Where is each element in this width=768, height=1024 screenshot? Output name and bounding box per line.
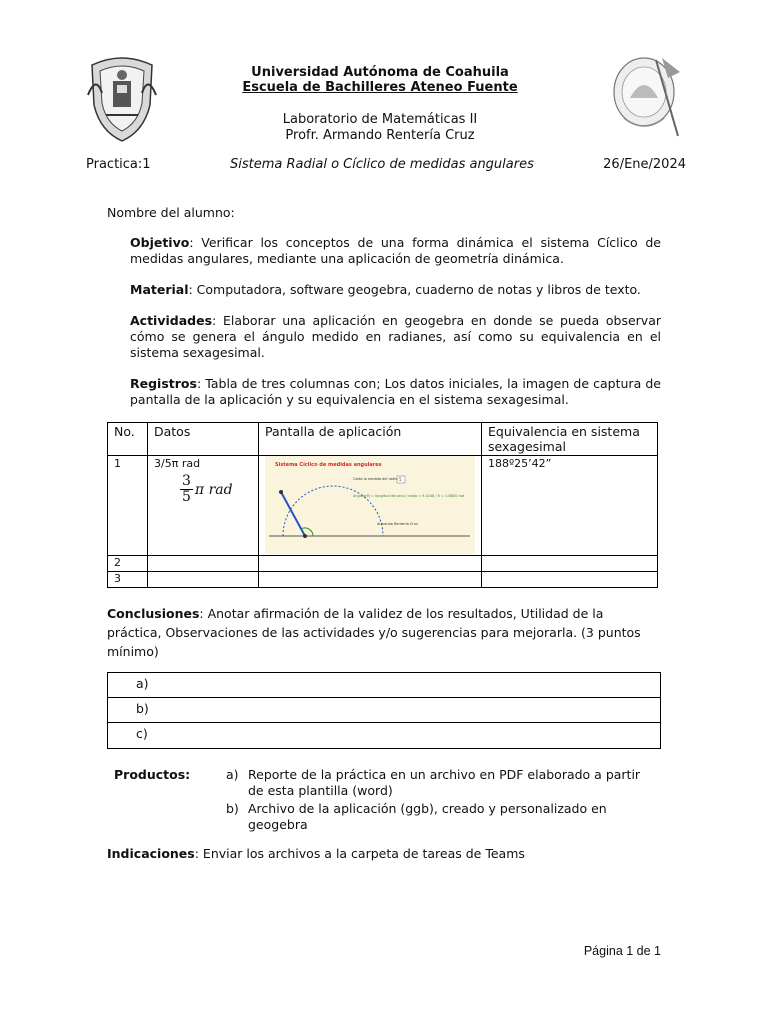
conclusiones-text: : Anotar afirmación de la validez de los resultados, Utilidad de la práctica, Observaciones de las actividades y/o sugerencias para mejorarla. (3 puntos mínimo): [107, 606, 641, 659]
material-paragraph: [130, 282, 661, 298]
objetivo-label: Objetivo: [130, 235, 190, 250]
conclusiones-label: Conclusiones: [107, 606, 200, 621]
registros-paragraph: [130, 376, 661, 408]
university-name: Universidad Autónoma de Coahuila: [251, 65, 509, 80]
list-item: [226, 767, 646, 799]
page-number: Página 1 de 1: [583, 944, 661, 958]
university-crest-logo: [86, 55, 158, 145]
row-no: 2: [108, 556, 148, 572]
actividades-text: : Elaborar una aplicación en geogebra en donde se pueda observar cómo se genera el ángulo medido en radianes, así como su equivalencia en el sistema sexagesimal.: [130, 313, 661, 360]
fraction-denominator: 5: [182, 489, 191, 505]
screenshot-box-value: 5: [399, 477, 402, 482]
material-text: : Computadora, software geogebra, cuaderno de notas y libros de texto.: [188, 282, 641, 297]
product-letter: a): [226, 767, 239, 782]
header-no: No.: [108, 423, 148, 456]
header-datos: Datos: [148, 423, 259, 456]
table-row: [108, 572, 658, 588]
school-seal-logo: [610, 52, 682, 140]
table-header-row: [108, 423, 658, 456]
indicaciones-paragraph: [107, 846, 525, 861]
objetivo-paragraph: [130, 235, 661, 267]
row-datos: [148, 556, 259, 572]
conclusiones-paragraph: [107, 604, 647, 661]
table-row: [108, 556, 658, 572]
datos-text: 3/5π rad: [154, 457, 201, 470]
school-name: Escuela de Bachilleres Ateneo Fuente: [242, 80, 518, 95]
row-equivalencia: 188º25’42”: [482, 456, 658, 556]
row-pantalla: [259, 456, 482, 556]
header-pantalla: Pantalla de aplicación: [259, 423, 482, 456]
conclusiones-box: [107, 672, 661, 749]
screenshot-box-label: Carta la medida del radio: [353, 477, 398, 481]
indicaciones-text: : Enviar los archivos a la carpeta de tareas de Teams: [194, 846, 525, 861]
material-label: Material: [130, 282, 189, 297]
fraction-numerator: 3: [182, 473, 191, 489]
indicaciones-label: Indicaciones: [107, 846, 195, 861]
lab-name: Laboratorio de Matemáticas II: [282, 112, 478, 127]
student-name-label: Nombre del alumno:: [107, 205, 235, 220]
product-text: Reporte de la práctica en un archivo en PDF elaborado a partir de esta plantilla (word): [248, 767, 641, 798]
row-pantalla: [259, 572, 482, 588]
productos-label: Productos:: [114, 767, 191, 782]
row-pantalla: [259, 556, 482, 572]
row-equivalencia: [482, 556, 658, 572]
conclusion-item-c[interactable]: c): [136, 726, 148, 741]
records-table: [107, 422, 658, 588]
practice-title: Sistema Radial o Cíclico de medidas angulares: [230, 157, 534, 172]
product-text: Archivo de la aplicación (ggb), creado y personalizado en geogebra: [248, 801, 607, 832]
teacher-name: Profr. Armando Rentería Cruz: [285, 128, 475, 143]
conclusion-item-b[interactable]: b): [108, 698, 660, 723]
conclusion-item-a[interactable]: a): [108, 673, 660, 698]
row-no: 3: [108, 572, 148, 588]
table-row: [108, 456, 658, 556]
productos-list: [226, 767, 646, 835]
header-equivalencia: Equivalencia en sistema sexagesimal: [482, 423, 658, 456]
practice-number: Practica:1: [86, 157, 151, 172]
app-screenshot: [265, 456, 475, 554]
product-letter: b): [226, 801, 239, 816]
registros-label: Registros: [130, 376, 197, 391]
row-equivalencia: [482, 572, 658, 588]
fraction-tail: π rad: [194, 481, 233, 498]
registros-text: : Tabla de tres columnas con; Los datos iniciales, la imagen de captura de pantalla de la aplicación y su equivalencia en el sistema sexagesimal.: [130, 376, 661, 407]
screenshot-author: Armando Rentería Cruz: [377, 522, 418, 526]
screenshot-app-title: Sistema Cíclico de medidas angulares: [275, 462, 382, 468]
list-item: [226, 801, 646, 833]
objetivo-text: : Verificar los conceptos de una forma dinámica el sistema Cíclico de medidas angulares, mediante una aplicación de geometría dinámica.: [130, 235, 661, 266]
row-no: 1: [108, 456, 148, 556]
datos-fraction: [180, 474, 252, 505]
screenshot-formula: Ángulo(θ) = longitud del arco / radio = 9.4248 / 5 = 1.8850 rad: [353, 494, 465, 498]
row-datos: [148, 456, 259, 556]
row-datos: [148, 572, 259, 588]
actividades-label: Actividades: [130, 313, 213, 328]
practice-date: 26/Ene/2024: [603, 157, 686, 172]
actividades-paragraph: [130, 313, 661, 361]
